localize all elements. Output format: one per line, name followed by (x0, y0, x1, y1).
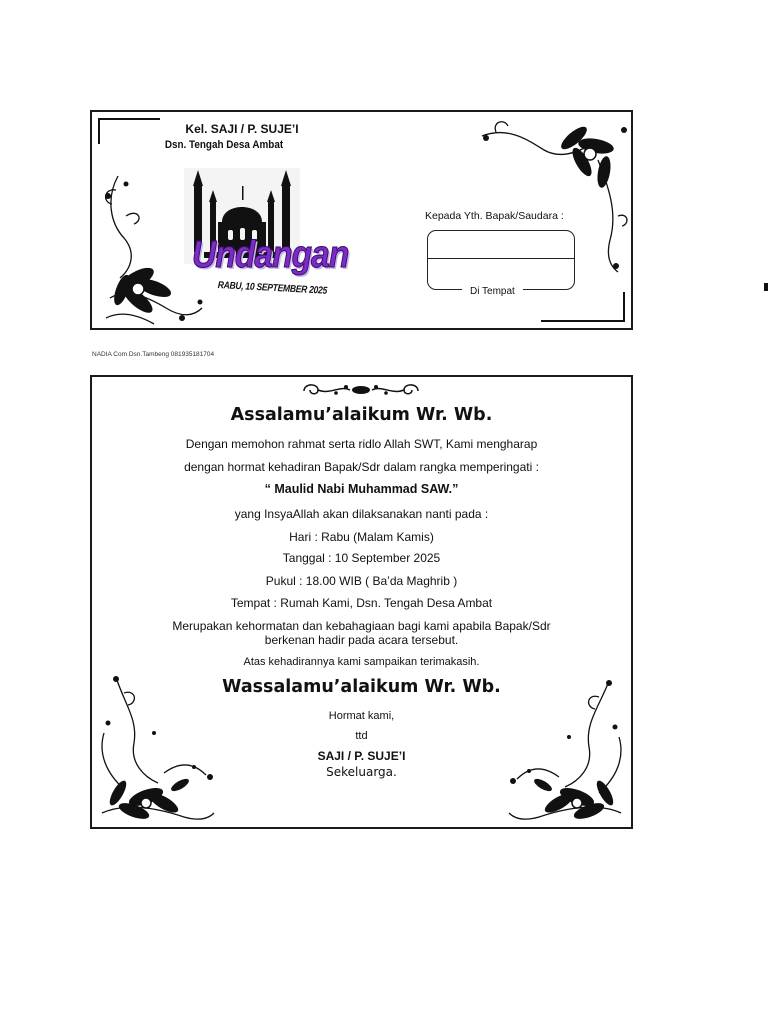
address-divider (428, 258, 574, 259)
recipient-address-box (427, 230, 575, 290)
schedule-intro: yang InsyaAllah akan dilaksanakan nanti pada : (234, 507, 489, 521)
envelope-card (90, 110, 633, 330)
invitation-title: Undangan (192, 234, 349, 276)
detail-place: Tempat : Rumah Kami, Dsn. Tengah Desa Ambat (230, 596, 493, 610)
event-date: RABU, 10 SEPTEMBER 2025 (217, 280, 328, 297)
floral-ornament-icon (94, 673, 218, 827)
signer-name: SAJI / P. SUJE’I (317, 749, 406, 763)
corner-frame-bottom-right (541, 292, 625, 322)
honor-line-1: Merupakan kehormatan dan kebahagiaan bagi kami apabila Bapak/Sdr (172, 619, 551, 633)
thanks-line: Atas kehadirannya kami sampaikan terimakasih. (243, 656, 480, 668)
edge-mark (764, 283, 768, 291)
detail-time: Pukul : 18.00 WIB ( Ba’da Maghrib ) (265, 574, 458, 588)
event-name: “ Maulid Nabi Muhammad SAW.” (264, 482, 459, 496)
sender-address: Dsn. Tengah Desa Ambat (164, 139, 284, 151)
detail-date: Tanggal : 10 September 2025 (282, 551, 441, 565)
floral-ornament-icon (505, 677, 629, 827)
intro-line-2: dengan hormat kehadiran Bapak/Sdr dalam rangka memperingati : (184, 460, 539, 474)
regards: Hormat kami, (328, 710, 395, 722)
divider-ornament-icon (300, 381, 422, 399)
opening-greeting: Assalamu’alaikum Wr. Wb. (230, 405, 493, 425)
intro-line-1: Dengan memohon rahmat serta ridlo Allah SWT, Kami mengharap (185, 437, 538, 451)
sender-name: Kel. SAJI / P. SUJE’I (185, 122, 299, 136)
place-label: Di Tempat (462, 286, 523, 297)
invitation-card (90, 375, 633, 829)
family-name: Sekeluarga. (326, 765, 397, 779)
honor-line-2: berkenan hadir pada acara tersebut. (264, 633, 459, 647)
closing-greeting: Wassalamu’alaikum Wr. Wb. (222, 677, 501, 697)
signature: ttd (355, 730, 368, 742)
recipient-label: Kepada Yth. Bapak/Saudara : (425, 210, 564, 222)
printer-note: NADIA Com Dsn.Tambeng 081935181704 (92, 351, 215, 358)
detail-day: Hari : Rabu (Malam Kamis) (289, 530, 434, 544)
